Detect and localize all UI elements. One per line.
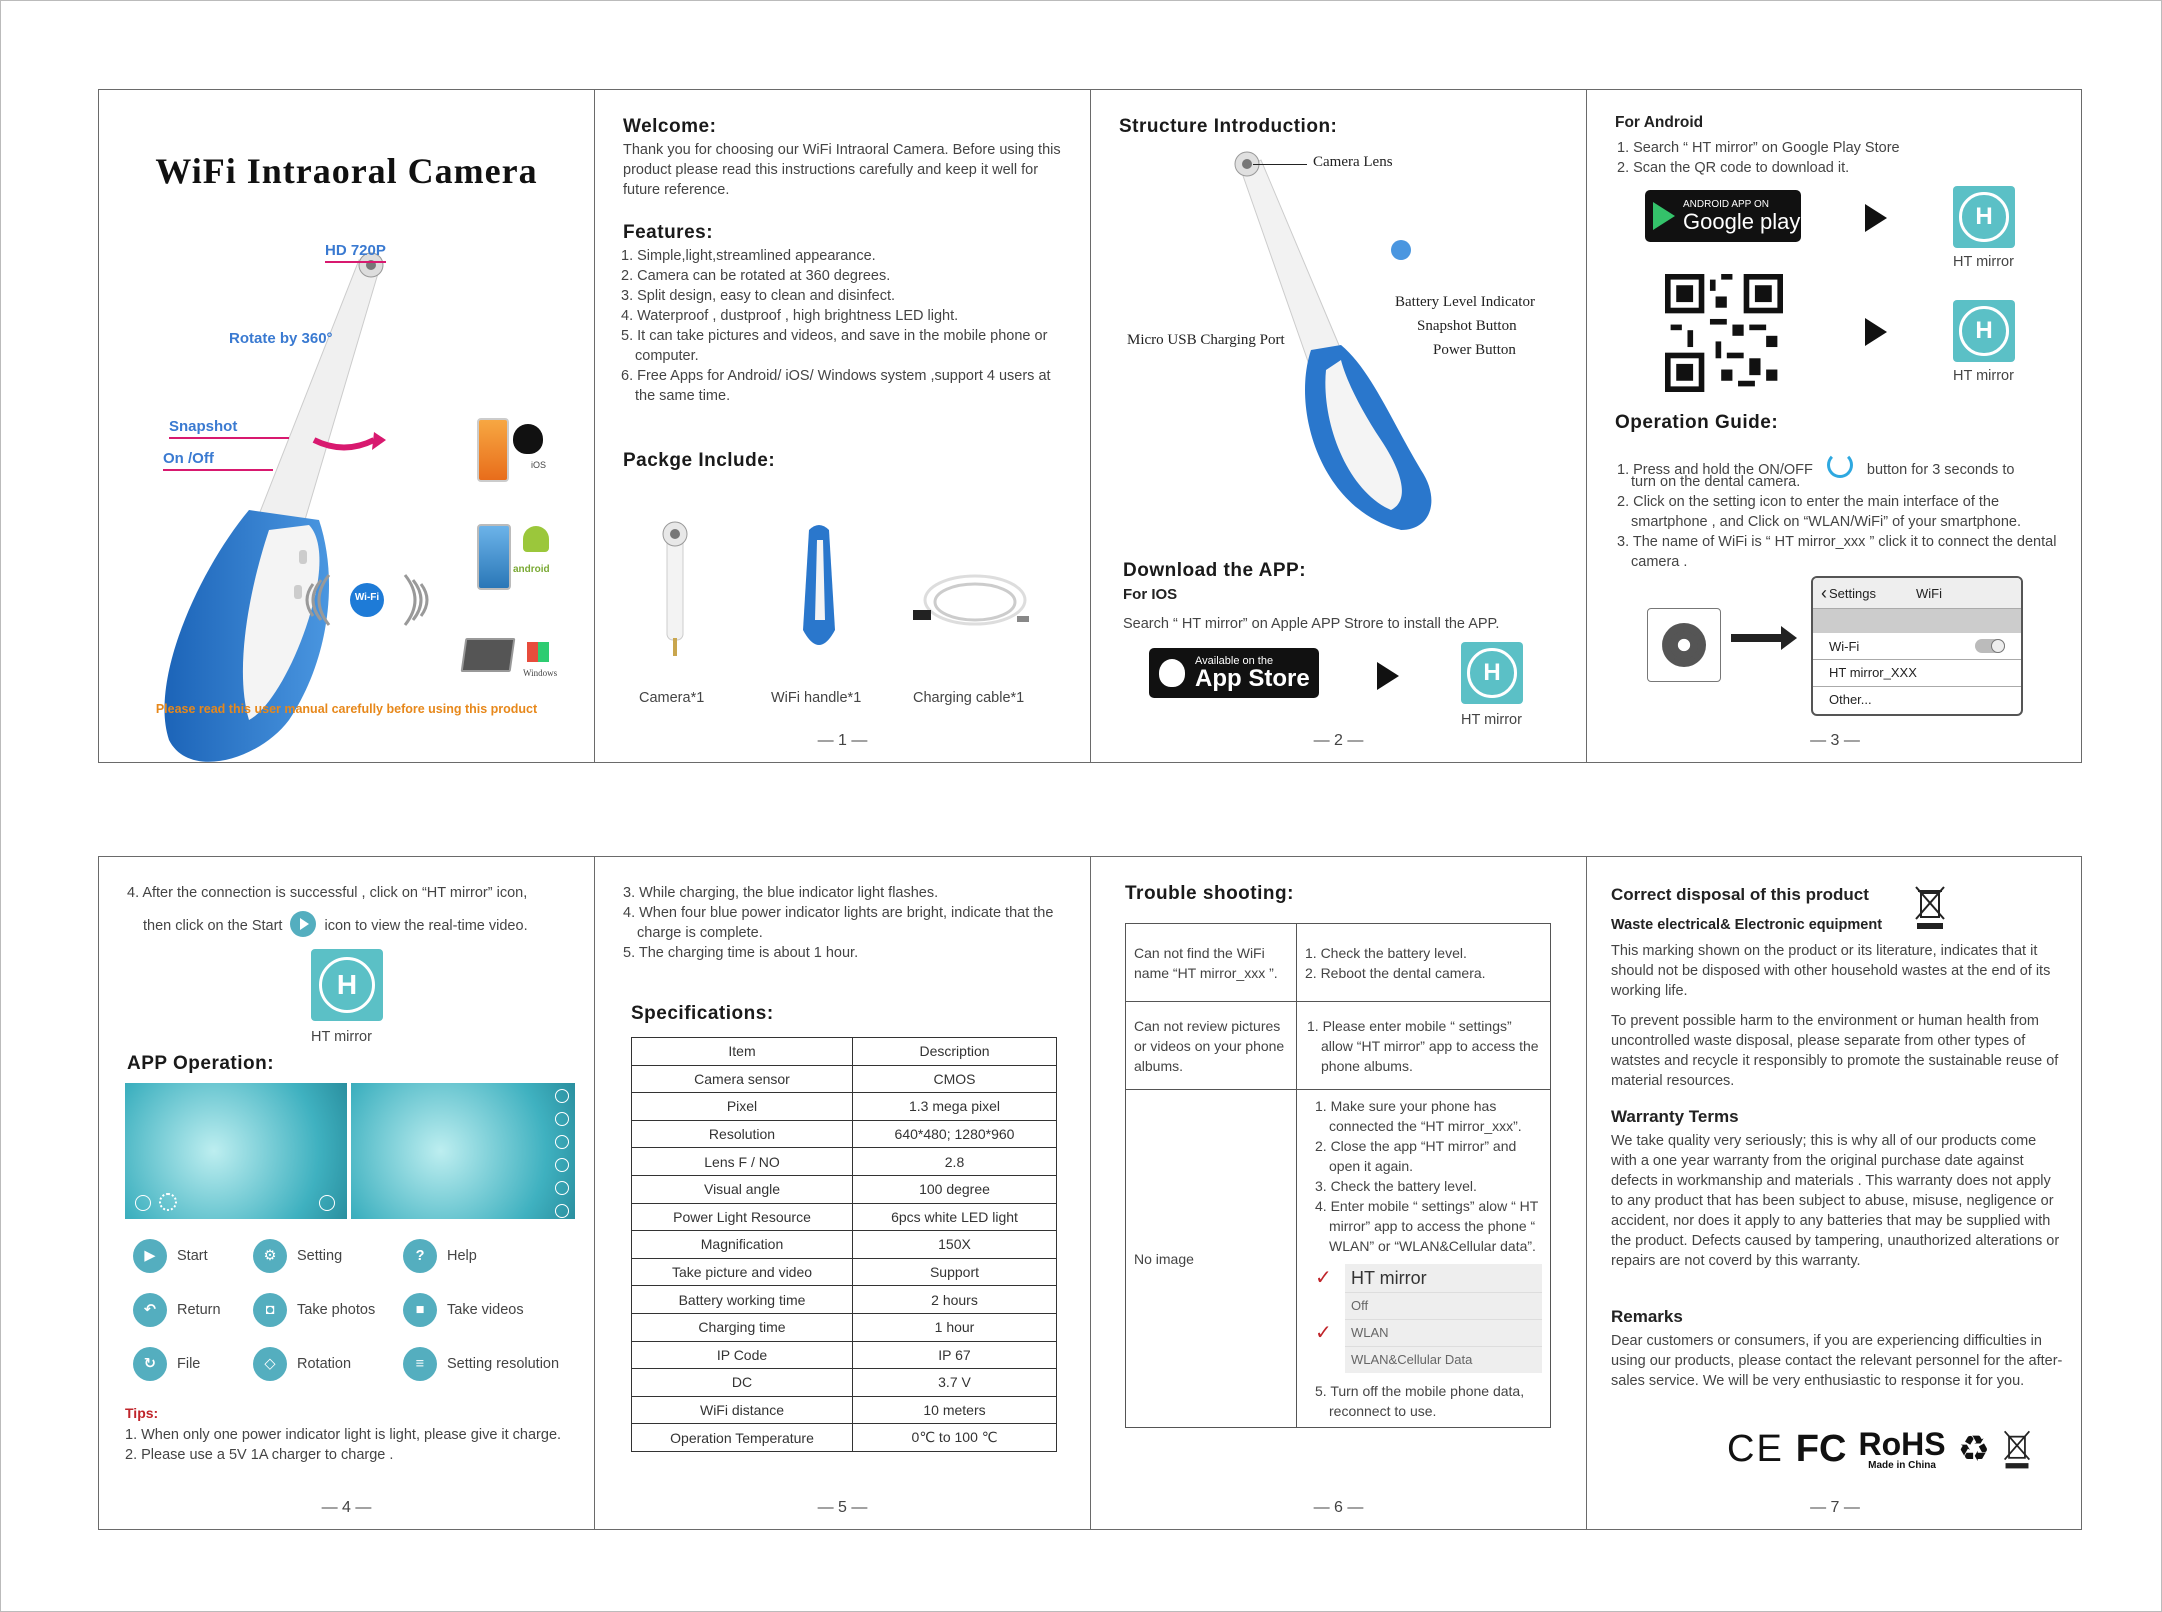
troubleshooting-heading: Trouble shooting: (1125, 883, 1294, 904)
perm-off[interactable]: Off (1345, 1292, 1542, 1319)
table-row (632, 1231, 1057, 1259)
app-store-big: App Store (1195, 665, 1310, 692)
table-row (632, 1286, 1057, 1314)
cover-title: WiFi Intraoral Camera (155, 151, 538, 191)
page-number: — 4 — (321, 1499, 372, 1516)
spec-value-cell: 3.7 V (853, 1369, 1057, 1397)
windows-icon (527, 642, 549, 662)
ios-label: iOS (531, 460, 547, 470)
app-op-label: Take videos (447, 1302, 524, 1318)
ts-solution-1-line: 2. Reboot the dental camera. (1305, 964, 1486, 981)
feature-item: 1. Simple,light,streamlined appearance. (621, 248, 876, 264)
specifications-heading: Specifications: (631, 1003, 774, 1024)
spec-item-cell: Visual angle (632, 1175, 853, 1203)
gp-big: Google play (1683, 208, 1801, 234)
charge-list (617, 883, 1067, 963)
gear-icon (1662, 623, 1706, 667)
feature-item: 6. Free Apps for Android/ iOS/ Windows system ,support 4 users at the same time. (621, 368, 1051, 404)
gear-icon (159, 1193, 177, 1211)
qr-code (1665, 274, 1783, 392)
gear-icon: ⚙ (253, 1239, 287, 1273)
ht-mirror-app-icon[interactable]: H (1953, 300, 2015, 362)
app-store-badge[interactable] (1149, 648, 1319, 698)
ios-instructions: Search “ HT mirror” on Apple APP Strore to install the APP. (1123, 616, 1500, 632)
gp-small: ANDROID APP ON (1683, 198, 1769, 210)
structure-heading: Structure Introduction: (1119, 116, 1338, 137)
rotate-label: Rotate by 360° (229, 330, 333, 347)
permission-mock (1315, 1264, 1542, 1373)
rotation-icon: ◇ (253, 1347, 287, 1381)
troubleshooting-table (1125, 923, 1551, 1428)
package-item-handle: WiFi handle*1 (771, 690, 862, 706)
guide-list (1611, 492, 2061, 572)
wifi-handle-image (795, 520, 843, 660)
package-item-cable: Charging cable*1 (913, 690, 1025, 706)
help-icon (135, 1195, 151, 1211)
camera-illustration (139, 240, 419, 780)
table-row (632, 1148, 1057, 1176)
laptop (461, 638, 516, 672)
table-row (632, 1313, 1057, 1341)
app-op-sliders (403, 1347, 583, 1381)
arrow-right-icon (1731, 634, 1783, 642)
video-icon: ■ (403, 1293, 437, 1327)
page-4 (99, 857, 595, 1529)
page-number: — 1 — (817, 732, 868, 749)
app-op-play (133, 1239, 253, 1273)
tips-heading: Tips: (125, 1405, 159, 1421)
charging-cable-image (905, 560, 1035, 640)
table-row (632, 1093, 1057, 1121)
guide-step-1a: 1. Press and hold the ON/OFF (1617, 462, 1813, 478)
spec-value-cell: Support (853, 1258, 1057, 1286)
ts-solution-3-line: 1. Make sure your phone has connected the “HT mirror_xxx”. (1315, 1098, 1522, 1134)
warranty-heading: Warranty Terms (1611, 1107, 1739, 1126)
cover-note: Please read this user manual carefully before using this product (155, 702, 538, 716)
spec-value-cell: 1.3 mega pixel (853, 1093, 1057, 1121)
spec-value-cell: CMOS (853, 1065, 1057, 1093)
table-row (632, 1396, 1057, 1424)
spec-item-cell: Pixel (632, 1093, 853, 1121)
onoff-label: On /Off (163, 450, 273, 471)
remarks-heading: Remarks (1611, 1307, 1683, 1326)
welcome-heading: Welcome: (623, 116, 717, 137)
table-row (1126, 1002, 1551, 1090)
android-step-2: 2. Scan the QR code to download it. (1617, 160, 1850, 176)
hd-label: HD 720P (325, 242, 386, 263)
spec-item-cell: Power Light Resource (632, 1203, 853, 1231)
app-screenshot-2 (351, 1083, 575, 1219)
ht-mirror-label: HT mirror (1953, 368, 2014, 384)
usb-port-label: Micro USB Charging Port (1127, 332, 1285, 348)
ts-solution-3 (1297, 1090, 1551, 1428)
app-op-video (403, 1293, 583, 1327)
table-row (632, 1203, 1057, 1231)
play-icon: ▶ (133, 1239, 167, 1273)
spec-item-cell: Take picture and video (632, 1258, 853, 1286)
charge-note: 3. While charging, the blue indicator light flashes. (623, 885, 939, 901)
app-op-label: Help (447, 1248, 477, 1264)
feature-item: 4. Waterproof , dustproof , high brightness LED light. (621, 308, 959, 324)
page-number: — 7 — (1810, 1499, 1860, 1516)
app-operation-heading: APP Operation: (127, 1053, 275, 1074)
page-number: — 5 — (817, 1499, 868, 1516)
page-number: — 3 — (1810, 732, 1860, 749)
ce-mark: CE (1727, 1427, 1784, 1470)
charge-note: 5. The charging time is about 1 hour. (623, 945, 859, 961)
app-op-file (133, 1347, 253, 1381)
power-button-label: Power Button (1433, 342, 1516, 358)
table-row (632, 1120, 1057, 1148)
table-row (632, 1424, 1057, 1452)
help-icon: ? (403, 1239, 437, 1273)
app-op-label: Start (177, 1248, 208, 1264)
charge-note: 4. When four blue power indicator lights are bright, indicate that the charge is complete. (623, 905, 1054, 941)
rohs-mark: RoHS (1858, 1425, 1946, 1462)
cover-page (99, 90, 595, 762)
arrow-icon (1865, 204, 1887, 232)
step-4b-text: then click on the Start (143, 918, 283, 934)
spec-item-cell: Resolution (632, 1120, 853, 1148)
step-4b (143, 911, 528, 937)
package-item-camera: Camera*1 (639, 690, 705, 706)
check-icon: ✓ (1315, 1321, 1332, 1344)
spec-header-description: Description (853, 1038, 1057, 1066)
guide-step-1c: turn on the dental camera. (1631, 474, 1801, 490)
app-screenshot-1 (125, 1083, 347, 1219)
android-icon (523, 526, 549, 552)
side-controls (555, 1089, 569, 1218)
features-list (615, 246, 1063, 406)
certification-marks (1727, 1427, 2032, 1471)
wifi-badge-label: Wi-Fi (354, 592, 380, 603)
weee-bin-icon (1913, 883, 1947, 931)
start-play-icon (290, 911, 316, 937)
app-op-help (403, 1239, 583, 1273)
table-row (1126, 1090, 1551, 1428)
app-op-label: Setting resolution (447, 1356, 560, 1372)
spec-item-cell: DC (632, 1369, 853, 1397)
lens-label: Camera Lens (1313, 154, 1393, 170)
lens-leader (1253, 164, 1307, 165)
feature-item: 3. Split design, easy to clean and disinfect. (621, 288, 896, 304)
return-icon: ↶ (133, 1293, 167, 1327)
page-1 (595, 90, 1091, 762)
network-other[interactable]: Other... (1829, 692, 1872, 707)
remarks-text: Dear customers or consumers, if you are experiencing difficulties in using our products, please contact the relevant personnel for the after-sales service. We will be very enthusiastic to response it for you. (1611, 1333, 2063, 1389)
app-op-camera (253, 1293, 403, 1327)
spec-item-cell: Charging time (632, 1313, 853, 1341)
page-7 (1587, 857, 2083, 1529)
ts-problem-2: Can not review pictures or videos on your phone albums. (1126, 1002, 1297, 1090)
spec-value-cell: 640*480; 1280*960 (853, 1120, 1057, 1148)
file-icon: ↻ (133, 1347, 167, 1381)
arrow-head (1781, 626, 1797, 650)
app-op-label: Return (177, 1302, 221, 1318)
package-heading: Packge Include: (623, 450, 776, 471)
guide-step: 2. Click on the setting icon to enter the main interface of the smartphone , and Click on “WLAN/WiFi” of your smartphone. (1617, 494, 2022, 530)
guide-step-1b: button for 3 seconds to (1866, 462, 2015, 478)
spec-item-cell: Lens F / NO (632, 1148, 853, 1176)
page-number: — 6 — (1313, 1499, 1364, 1516)
sliders-icon: ≡ (403, 1347, 437, 1381)
tip-item: 2. Please use a 5V 1A charger to charge . (125, 1447, 394, 1463)
ht-mirror-app-icon[interactable]: H (1953, 186, 2015, 248)
spec-value-cell: 2.8 (853, 1148, 1057, 1176)
spec-header-item: Item (632, 1038, 853, 1066)
network-ht-mirror[interactable]: HT mirror_XXX (1813, 660, 2021, 687)
ht-mirror-app-icon[interactable]: H (311, 949, 383, 1021)
for-ios-label: For IOS (1123, 586, 1178, 603)
table-row (632, 1175, 1057, 1203)
page-6 (1091, 857, 1587, 1529)
wifi-row-label: Wi-Fi (1829, 638, 1860, 654)
page-5 (595, 857, 1091, 1529)
recycle-icon: ♻ (1957, 1428, 1990, 1469)
weee-heading: Waste electrical& Electronic equipment (1611, 917, 1883, 933)
warranty-text: We take quality very seriously; this is why all of our products come with a one year warranty from the original purchase date against defects in workmanship and materials . This warranty does not apply to any product that has been subject to abuse, misuse, negligence or accident, nor does it apply to any batteries that may be supplied with the product. Defects caused by tampering, unauthorized alterations or repairs are not coverd by this warranty. (1611, 1133, 2060, 1269)
camera-icon: ◘ (253, 1293, 287, 1327)
android-heading: For Android (1615, 114, 1704, 131)
arrow-icon (1377, 662, 1399, 690)
ts-solution-3-line: 4. Enter mobile “ settings” alow “ HT mirror” app to access the phone “ WLAN” or “WLAN&Cellular data”. (1315, 1198, 1539, 1254)
ts-solution-2: 1. Please enter mobile “ settings” allow “HT mirror” app to access the phone albums. (1297, 1002, 1551, 1090)
android-label: android (513, 564, 550, 575)
download-heading: Download the APP: (1123, 560, 1307, 581)
wifi-screen-title: WiFi (1915, 585, 1942, 601)
camera-head-image (655, 520, 695, 660)
tips-list (119, 1425, 569, 1465)
operation-guide-heading: Operation Guide: (1615, 412, 1779, 433)
perm-title: HT mirror (1345, 1264, 1542, 1292)
spec-item-cell: Battery working time (632, 1286, 853, 1314)
wifi-settings-mock (1811, 576, 2023, 716)
android-step-1: 1. Search “ HT mirror” on Google Play Store (1617, 140, 1900, 156)
play-icon (319, 1195, 335, 1211)
app-op-label: Take photos (297, 1302, 376, 1318)
spec-value-cell: 150X (853, 1231, 1057, 1259)
battery-indicator-icon (1391, 240, 1411, 260)
wifi-waves (299, 570, 435, 630)
ht-mirror-label: HT mirror (311, 1029, 372, 1045)
ht-mirror-label: HT mirror (1953, 254, 2014, 270)
windows-label: Windows (523, 668, 558, 678)
ts-solution-3-last: 5. Turn off the mobile phone data, reconnect to use. (1315, 1383, 1525, 1419)
perm-wlan[interactable]: WLAN (1345, 1319, 1542, 1346)
features-heading: Features: (623, 222, 714, 243)
disposal-heading: Correct disposal of this product (1611, 885, 1869, 904)
power-icon (1827, 452, 1853, 478)
battery-label: Battery Level Indicator (1395, 294, 1535, 310)
app-op-label: Rotation (297, 1356, 352, 1372)
wifi-toggle[interactable] (1975, 639, 2005, 653)
google-play-badge[interactable] (1645, 190, 1801, 242)
ts-solution-3-list (1305, 1096, 1542, 1256)
spec-header-row (632, 1038, 1057, 1066)
app-op-return (133, 1293, 253, 1327)
table-row (1126, 924, 1551, 1002)
play-triangle-icon (1653, 202, 1675, 230)
spec-table (631, 1037, 1057, 1452)
app-store-small: Available on the (1195, 655, 1274, 667)
bottom-panel (98, 856, 2082, 1530)
settings-gear-icon (1647, 608, 1721, 682)
weee-text-2: To prevent possible harm to the environment or human health from uncontrolled waste disposal, please separate from other types of watstes and recycle it responsibly to promote the sustainable reuse of material resources. (1611, 1013, 2059, 1089)
ts-problem-1: Can not find the WiFi name “HT mirror_xxx ”. (1126, 924, 1297, 1002)
spec-value-cell: IP 67 (853, 1341, 1057, 1369)
spec-item-cell: Operation Temperature (632, 1424, 853, 1452)
snapshot-button-label: Snapshot Button (1417, 318, 1517, 334)
app-op-label: Setting (297, 1248, 343, 1264)
weee-text-1: This marking shown on the product or its literature, indicates that it should not be disposed with other household wastes at the end of its working life. (1611, 943, 2051, 999)
apple-logo-icon (1159, 659, 1185, 687)
settings-back-label[interactable]: Settings (1829, 585, 1876, 601)
ts-solution-3-line: 2. Close the app “HT mirror” and open it again. (1315, 1138, 1517, 1174)
ts-solution-1 (1297, 924, 1551, 1002)
welcome-text: Thank you for choosing our WiFi Intraoral Camera. Before using this product please read this instructions carefully and keep it well for future reference. (623, 142, 1061, 198)
app-ops-grid (133, 1239, 583, 1381)
app-op-label: File (177, 1356, 201, 1372)
app-op-rotation (253, 1347, 403, 1381)
spec-item-cell: Camera sensor (632, 1065, 853, 1093)
feature-item: 5. It can take pictures and videos, and save in the mobile phone or computer. (621, 328, 1048, 364)
spec-item-cell: WiFi distance (632, 1396, 853, 1424)
check-icon: ✓ (1315, 1267, 1332, 1289)
spec-value-cell: 1 hour (853, 1313, 1057, 1341)
spec-value-cell: 100 degree (853, 1175, 1057, 1203)
android-phone (477, 524, 511, 590)
fc-mark: FC (1795, 1427, 1847, 1470)
ts-problem-3: No image (1126, 1090, 1297, 1428)
spec-value-cell: 10 meters (853, 1396, 1057, 1424)
spec-value-cell: 6pcs white LED light (853, 1203, 1057, 1231)
table-row (632, 1341, 1057, 1369)
top-panel (98, 89, 2082, 763)
table-row (632, 1258, 1057, 1286)
snapshot-label: Snapshot (169, 418, 289, 439)
ts-solution-1-line: 1. Check the battery level. (1305, 944, 1467, 961)
weee-bin-icon (2002, 1427, 2032, 1471)
tip-item: 1. When only one power indicator light is light, please give it charge. (125, 1427, 562, 1443)
table-row (632, 1065, 1057, 1093)
ios-phone (477, 418, 509, 482)
arrow-icon (1865, 318, 1887, 346)
spec-value-cell: 0℃ to 100 ℃ (853, 1424, 1057, 1452)
step-4a: 4. After the connection is successful , click on “HT mirror” icon, (127, 885, 528, 901)
spec-item-cell: Magnification (632, 1231, 853, 1259)
page-3 (1587, 90, 2083, 762)
spec-value-cell: 2 hours (853, 1286, 1057, 1314)
ts-solution-3-line: 3. Check the battery level. (1315, 1178, 1477, 1194)
ht-mirror-label: HT mirror (1461, 712, 1522, 728)
features-heading-text: Features (623, 222, 707, 243)
back-chevron-icon[interactable]: ‹ (1821, 582, 1827, 603)
guide-step: 3. The name of WiFi is “ HT mirror_xxx ” click it to connect the dental camera . (1617, 534, 2057, 570)
page-2 (1091, 90, 1587, 762)
feature-item: 2. Camera can be rotated at 360 degrees. (621, 268, 891, 284)
apple-icon (513, 424, 543, 454)
table-row (632, 1369, 1057, 1397)
ht-mirror-app-icon[interactable]: H (1461, 642, 1523, 704)
spec-item-cell: IP Code (632, 1341, 853, 1369)
perm-cellular[interactable]: WLAN&Cellular Data (1345, 1346, 1542, 1373)
made-in-china: Made in China (1868, 1459, 1936, 1471)
step-4c-text: icon to view the real-time video. (324, 918, 528, 934)
app-op-gear (253, 1239, 403, 1273)
page-number: — 2 — (1313, 732, 1364, 749)
